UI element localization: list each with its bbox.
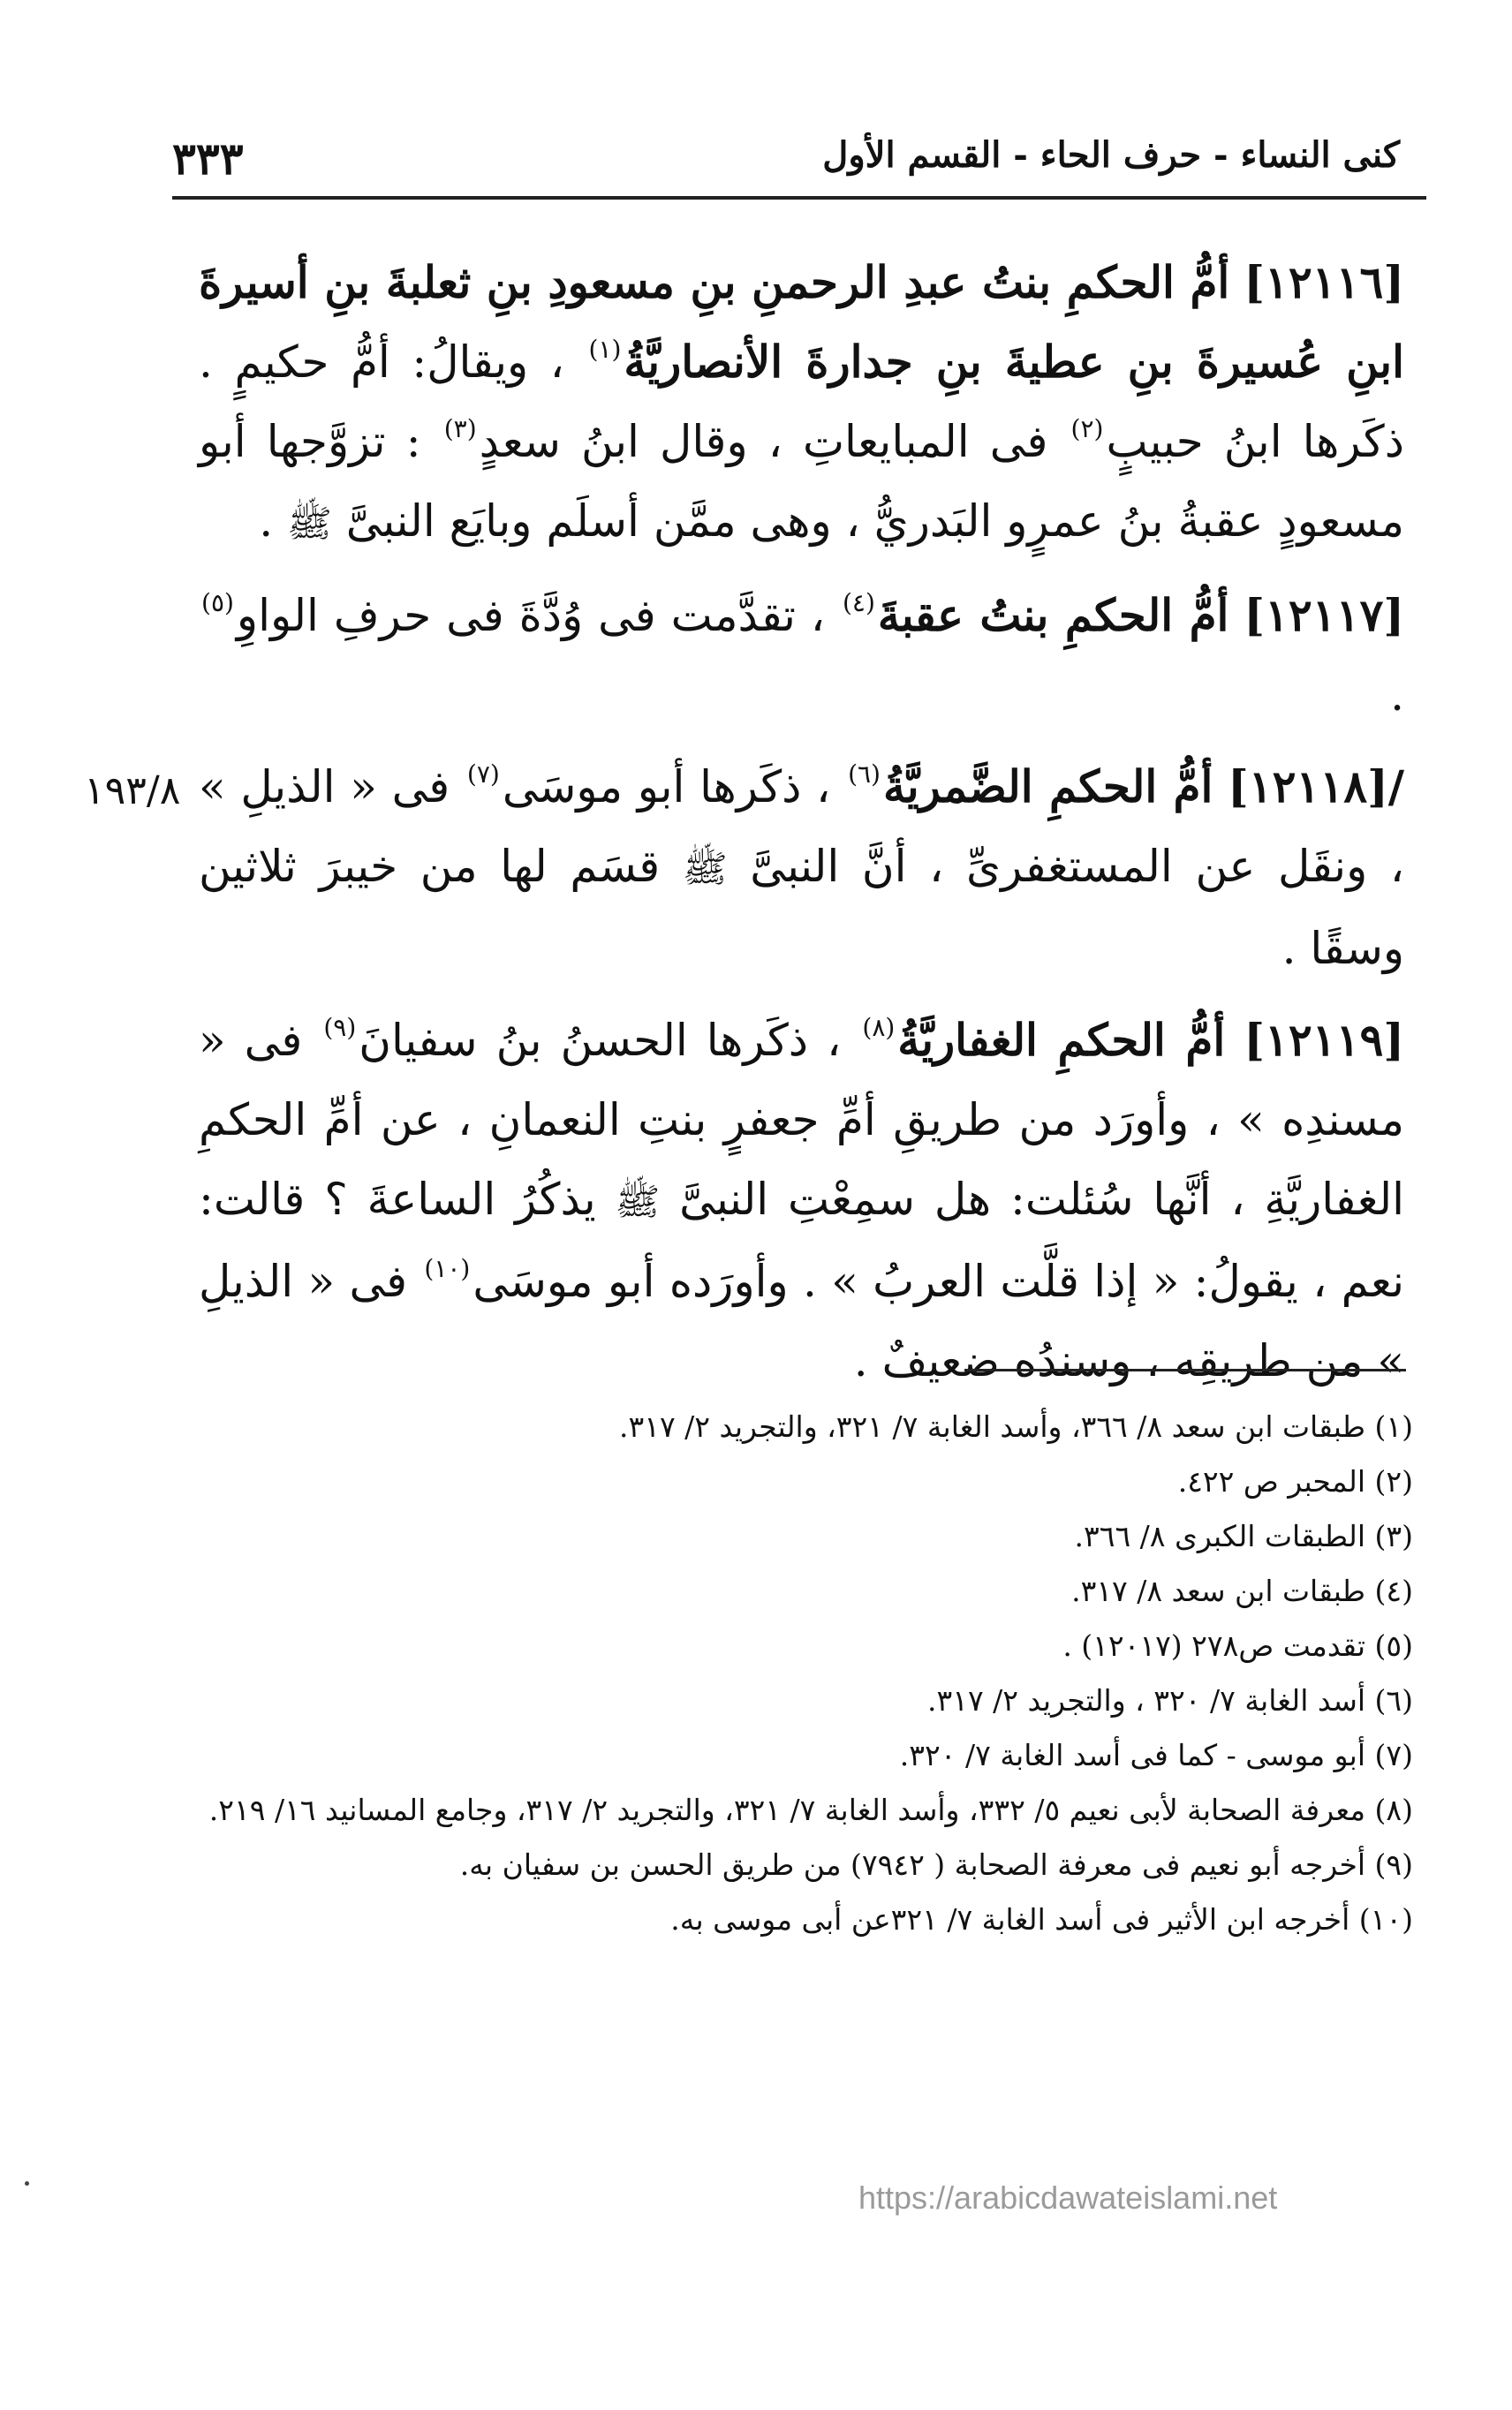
entry-name: أمُّ الحكمِ بنتُ عقبةَ: [877, 589, 1229, 641]
entry-name: أمُّ الحكمِ الغفاريَّةُ: [897, 1014, 1226, 1066]
footnote-ref: (١٠): [424, 1254, 471, 1283]
page-number: ٣٣٣: [172, 132, 244, 185]
footnote-9: (٩) أخرجه أبو نعيم فى معرفة الصحابة ( ٧٩٤٢) من طريق الحسن بن سفيان به.: [459, 1847, 1413, 1882]
entry-text: فى « الذيلِ » ، ونقَل عن المستغفرىِّ ، أنَّ النبىَّ: [199, 761, 1404, 892]
footnote-2: (٢) المحبر ص ٤٢٢.: [1177, 1464, 1413, 1499]
entry-text: : تزوَّجها أبو مسعودٍ عقبةُ بنُ عمرٍو البَدريُّ ، وهى ممَّن أسلَم وبايَع النبىَّ: [199, 416, 1404, 547]
entry-text: ، تقدَّمت فى وُدَّةَ فى حرفِ الواوِ: [236, 590, 826, 641]
entry-number: [١٢١١٦]: [1244, 256, 1404, 308]
entry-text: ، ذكَرها أبو موسَى: [502, 761, 831, 812]
salutation-glyph: ﷺ: [615, 1180, 661, 1223]
entry-12116: [199, 243, 1404, 563]
footnote-ref: (٦): [848, 759, 881, 789]
entry-text: قسَم لها من خيبرَ ثلاثين وسقًا .: [199, 841, 1404, 974]
entry-text: .: [1390, 669, 1404, 721]
entry-text: .: [259, 495, 274, 547]
entry-12118: [199, 747, 1404, 988]
footnote-ref: (٩): [323, 1013, 357, 1042]
footnote-ref: (٤): [842, 588, 875, 617]
footnote-ref: (٢): [1070, 414, 1104, 443]
footnote-7: (٧) أبو موسى - كما فى أسد الغابة ٧/ ٣٢٠.: [899, 1738, 1413, 1772]
entry-number: [١٢١١٧]: [1244, 589, 1405, 641]
header-rule: [172, 196, 1426, 200]
footnote-4: (٤) طبقات ابن سعد ٨/ ٣١٧.: [1071, 1574, 1413, 1608]
entry-number: [١٢١١٩]: [1244, 1014, 1404, 1066]
footnote-8: (٨) معرفة الصحابة لأبى نعيم ٥/ ٣٣٢، وأسد الغابة ٧/ ٣٢١، والتجريد ٢/ ٣١٧، وجامع المسانيد ١٦/ ٢١٩.: [208, 1793, 1413, 1827]
footnote-10: (١٠) أخرجه ابن الأثير فى أسد الغابة ٧/ ٣٢١عن أبى موسى به.: [670, 1902, 1413, 1937]
running-header: [172, 115, 1426, 194]
entry-text: فى المبايعاتِ ، وقال ابنُ سعدٍ: [479, 416, 1048, 467]
entry-name: أمُّ الحكمِ بنتُ عبدِ الرحمنِ بنِ مسعودِ بنِ ثعلبةَ بنِ أسيرةَ ابنِ عُسيرةَ بنِ عطيةَ بنِ جدارةَ الأنصاريَّةُ: [199, 256, 1404, 388]
entry-text: ، ويقالُ: أمُّ حكيمٍ . ذكَرها ابنُ حبيبٍ: [199, 336, 1404, 467]
entry-12119: [199, 1001, 1404, 1401]
footnote-6: (٦) أسد الغابة ٧/ ٣٢٠ ، والتجريد ٢/ ٣١٧.: [927, 1683, 1413, 1718]
entry-text: يذكُرُ الساعةَ ؟ قالت: نعم ، يقولُ: « إذا قلَّت العربُ » . وأورَده أبو موسَى: [199, 1174, 1404, 1307]
running-title: كنى النساء - حرف الحاء - القسم الأول: [822, 134, 1400, 176]
entry-text: فى « مسندِه » ، وأورَد من طريقِ أمِّ جعفرٍ بنتِ النعمانِ ، عن أمِّ الحكمِ الغفاريَّةِ ، أنَّها سُئلت: هل سمِعْتِ النبىَّ: [199, 1015, 1404, 1225]
footnotes: [208, 1400, 1413, 1947]
entry-12117: [199, 576, 1404, 735]
footnote-5: (٥) تقدمت ص٢٧٨ (١٢٠١٧) .: [1062, 1628, 1413, 1663]
margin-reference: ١٩٣/٨: [84, 768, 181, 813]
entry-text: ، ذكَرها الحسنُ بنُ سفيانَ: [359, 1015, 842, 1066]
entry-text: فى « الذيلِ » من طريقِه ، وسندُه ضعيفٌ .: [199, 1256, 1404, 1386]
footnote-ref: (٣): [443, 414, 477, 443]
footnote-ref: (٧): [466, 759, 500, 789]
footnote-ref: (١): [588, 335, 622, 364]
entry-name: أمُّ الحكمِ الضَّمريَّةُ: [882, 760, 1213, 812]
entry-number: /[١٢١١٨]: [1228, 760, 1404, 812]
footnote-ref: (٥): [201, 588, 234, 617]
footnote-separator: [964, 1369, 1406, 1371]
scan-speck: [25, 2181, 29, 2186]
watermark-url: https://arabicdawateislami.net: [858, 2180, 1278, 2216]
footnote-3: (٣) الطبقات الكبرى ٨/ ٣٦٦.: [1074, 1519, 1413, 1553]
salutation-glyph: ﷺ: [682, 847, 728, 890]
footnote-1: (١) طبقات ابن سعد ٨/ ٣٦٦، وأسد الغابة ٧/ ٣٢١، والتجريد ٢/ ٣١٧.: [619, 1409, 1413, 1444]
salutation-glyph: ﷺ: [287, 502, 332, 545]
footnote-ref: (٨): [862, 1013, 896, 1042]
main-text: [199, 243, 1404, 1413]
